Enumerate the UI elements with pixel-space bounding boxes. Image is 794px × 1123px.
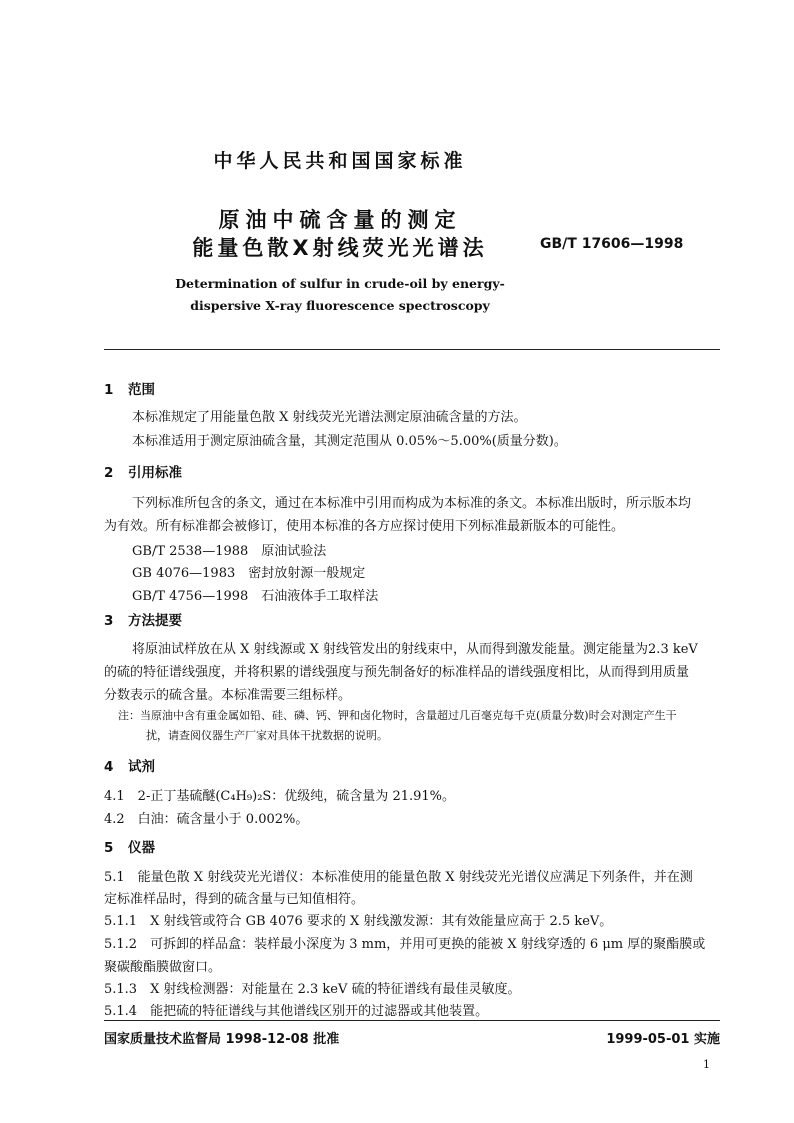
paragraph: 定标准样品时，得到的硫含量与已知值相符。: [104, 892, 365, 907]
list-item: 4.1 2-正丁基硫醚(C₄H₉)₂S：优级纯，硫含量为 21.91%。: [104, 789, 456, 804]
reference-item: GB/T 4756—1998 石油液体手工取样法: [132, 589, 379, 604]
document-title-line2: 能量色散X射线荧光光谱法: [192, 236, 488, 260]
paragraph: 5.1.1 X 射线管或符合 GB 4076 要求的 X 射线激发源：其有效能量应高于 2.5 keV。: [104, 914, 613, 929]
reference-item: GB 4076—1983 密封放射源一般规定: [132, 566, 366, 581]
section-number: 3: [104, 613, 114, 629]
section-title: 引用标准: [128, 465, 182, 481]
header-divider: [104, 349, 720, 350]
footer-divider: [104, 1020, 720, 1021]
section-number: 5: [104, 840, 114, 856]
section-title: 范围: [128, 382, 155, 398]
list-item: 4.2 白油：硫含量小于 0.002%。: [104, 812, 309, 827]
standard-code: GB/T 17606—1998: [540, 236, 684, 252]
paragraph: 将原油试样放在从 X 射线源或 X 射线管发出的射线束中，从而得到激发能量。测定能量为2.3 keV: [132, 642, 698, 657]
section-title: 方法提要: [128, 613, 182, 629]
note: 注：当原油中含有重金属如铅、硅、磷、钙、钾和卤化物时，含量超过几百毫克每千克(质量分数)时会对测定产生干: [118, 709, 677, 722]
document-title-line1: 原油中硫含量的测定: [218, 208, 462, 232]
paragraph: 为有效。所有标准都会被修订，使用本标准的各方应探讨使用下列标准最新版本的可能性。: [104, 519, 625, 534]
section-title: 仪器: [128, 840, 155, 856]
reference-item: GB/T 2538—1988 原油试验法: [132, 544, 327, 559]
approval-date: 国家质量技术监督局 1998-12-08 批准: [104, 1032, 340, 1047]
paragraph: 5.1.2 可拆卸的样品盒：装样最小深度为 3 mm，并用可更换的能被 X 射线穿透的 6 μm 厚的聚酯膜或: [104, 937, 706, 952]
section-heading: [104, 609, 182, 629]
paragraph: 5.1.3 X 射线检测器：对能量在 2.3 keV 硫的特征谱线有最佳灵敏度。: [104, 982, 521, 997]
english-title-line1: Determination of sulfur in crude-oil by energy-: [175, 276, 505, 291]
section-heading: [104, 755, 155, 775]
issuer-title: 中华人民共和国国家标准: [213, 150, 467, 172]
section-heading: [104, 378, 155, 398]
section-number: 1: [104, 382, 114, 398]
paragraph: 的硫的特征谱线强度，并将积累的谱线强度与预先制备好的标准样品的谱线强度相比，从而得到用质量: [104, 665, 690, 680]
section-heading: [104, 461, 182, 481]
section-number: 2: [104, 465, 114, 481]
english-title-line2: dispersive X-ray fluorescence spectroscopy: [190, 298, 490, 313]
section-heading: [104, 836, 155, 856]
implementation-date: 1999-05-01 实施: [606, 1032, 720, 1047]
paragraph: 聚碳酸酯膜做窗口。: [104, 960, 222, 975]
paragraph: 5.1.4 能把硫的特征谱线与其他谱线区别开的过滤器或其他装置。: [104, 1004, 489, 1019]
paragraph: 本标准规定了用能量色散 X 射线荧光光谱法测定原油硫含量的方法。: [132, 410, 527, 425]
paragraph: 下列标准所包含的条文，通过在本标准中引用而构成为本标准的条文。本标准出版时，所示版本均: [132, 496, 692, 511]
page-number: 1: [703, 1058, 710, 1071]
paragraph: 本标准适用于测定原油硫含量，其测定范围从 0.05%～5.00%(质量分数)。: [132, 434, 567, 449]
section-title: 试剂: [128, 759, 155, 775]
paragraph: 5.1 能量色散 X 射线荧光光谱仪：本标准使用的能量色散 X 射线荧光光谱仪应满足下列条件，并在测: [104, 870, 693, 885]
paragraph: 分数表示的硫含量。本标准需要三组标样。: [104, 688, 352, 703]
note: 扰，请查阅仪器生产厂家对具体干扰数据的说明。: [146, 729, 388, 742]
section-number: 4: [104, 759, 114, 775]
